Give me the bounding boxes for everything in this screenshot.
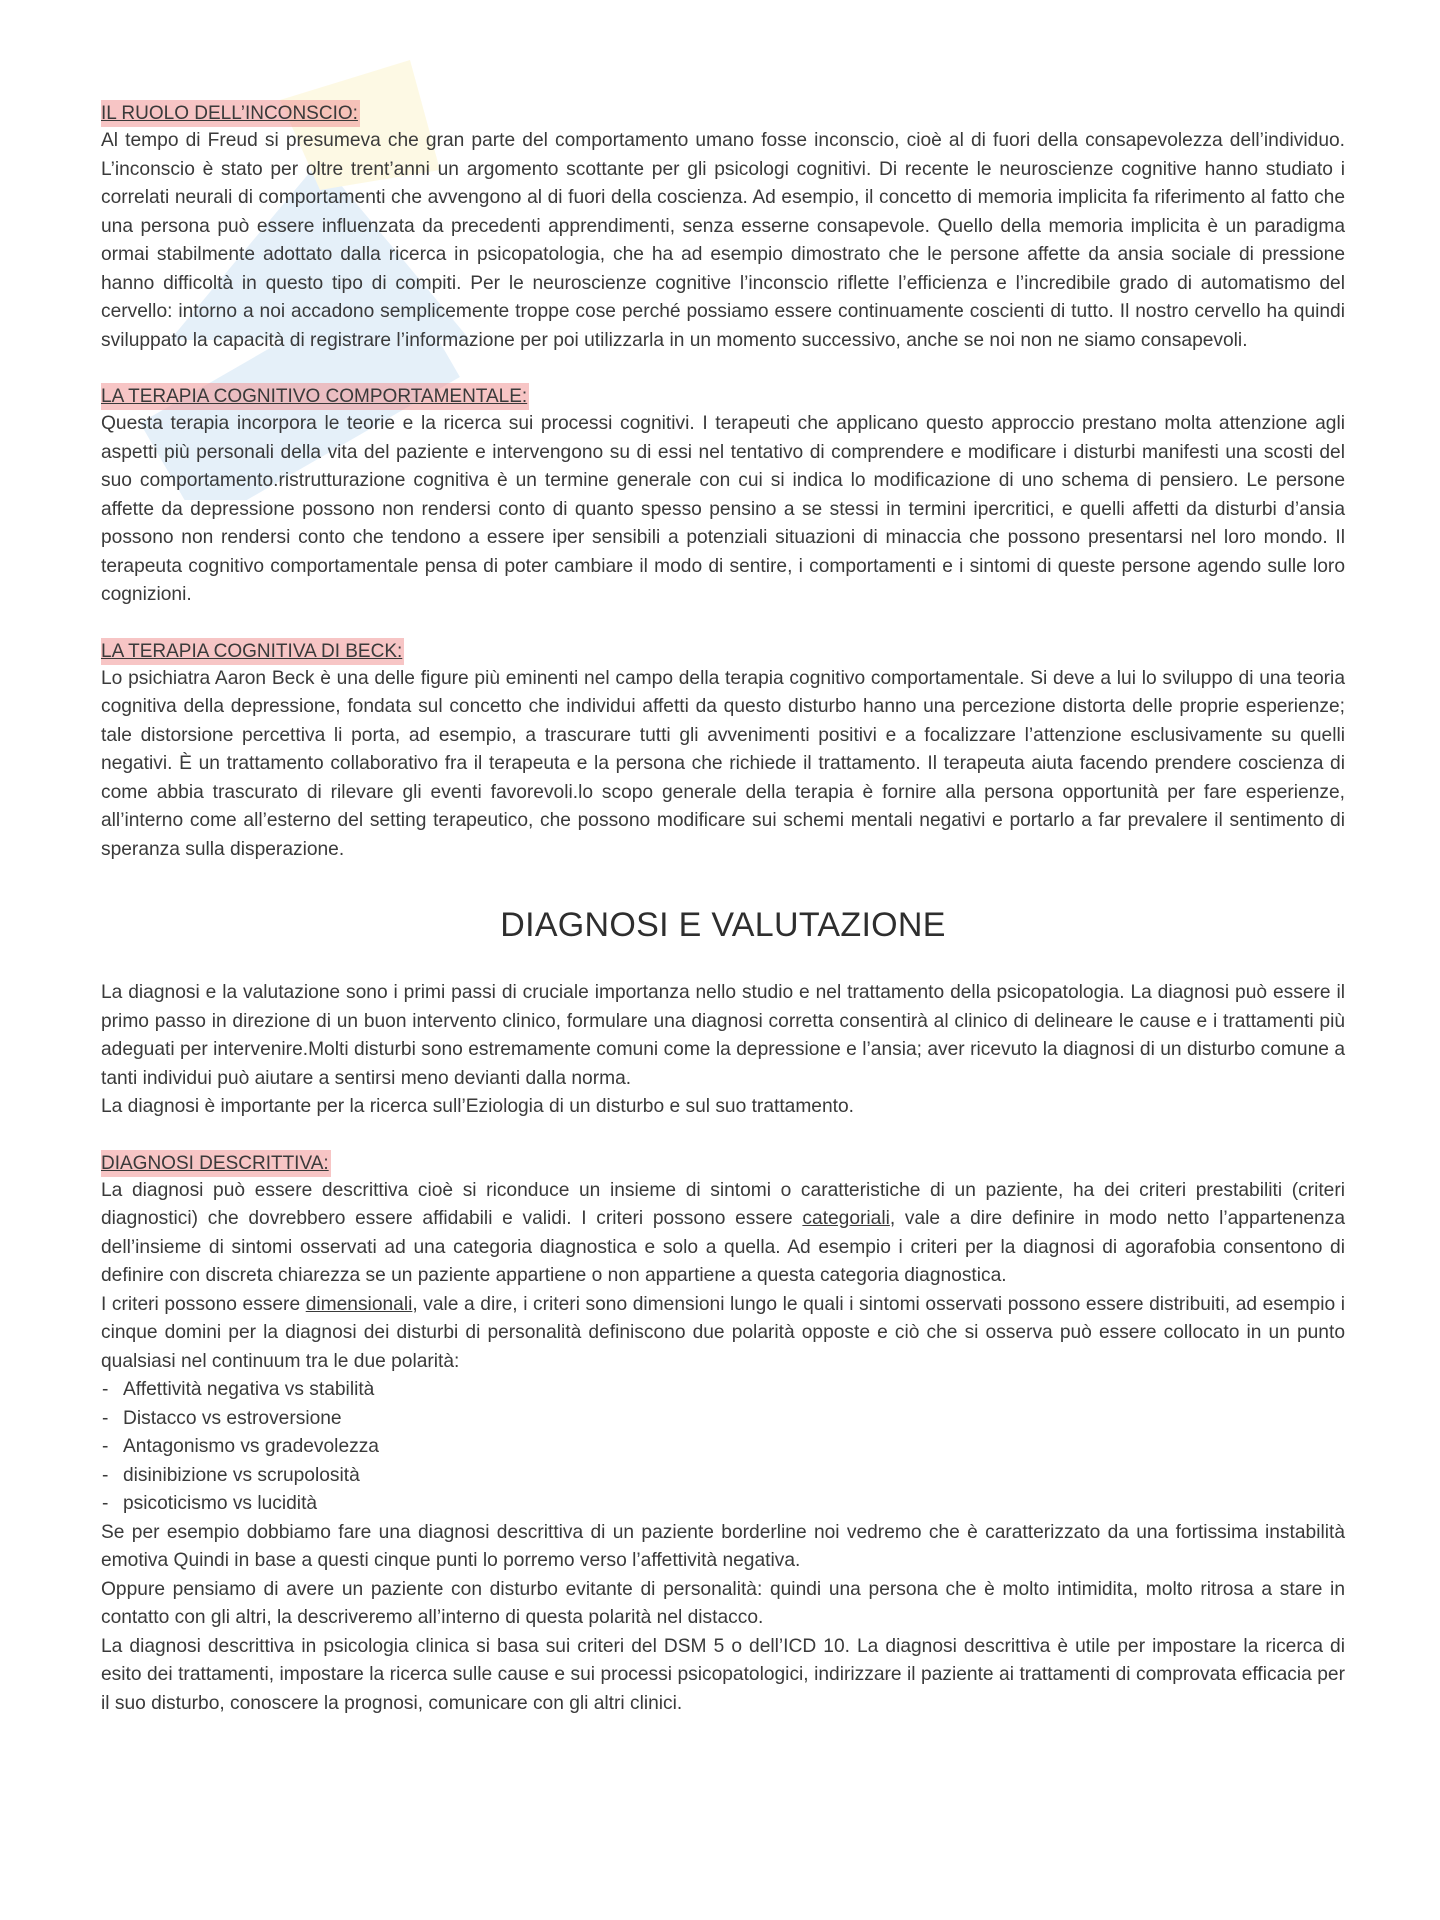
chapter-heading: DIAGNOSI E VALUTAZIONE (500, 906, 946, 944)
term-dimensionali: dimensionali (305, 1293, 413, 1315)
descrittiva-paragraph-1: La diagnosi può essere descrittiva cioè si riconduce un insieme di sintomi o caratteristiche di un paziente, ha dei criteri prestabiliti (criteri diagnostici) che dovrebbero essere affidabili e validi. I criteri possono essere categoriali, vale a dire definire in modo netto l’appartenenza dell’insieme di sintomi osservati ad una categoria diagnostica e solo a quella. Ad esempio i criteri per la diagnosi di agorafobia consentono di definire con discreta chiarezza se un paziente appartiene o non appartiene a questa categoria diagnostica. (101, 1179, 1345, 1286)
list-item: - Antagonismo vs gradevolezza (101, 1433, 1345, 1462)
descrittiva-paragraph-3: Se per esempio dobbiamo fare una diagnosi descrittiva di un paziente borderline noi vedremo che è caratterizzato da una fortissima instabilità emotiva Quindi in base a questi cinque punti lo porremo verso l’affettività negativa. (101, 1521, 1345, 1571)
list-item: - Affettività negativa vs stabilità (101, 1376, 1345, 1405)
list-item: - disinibizione vs scrupolosità (101, 1462, 1345, 1491)
term-categoriali: categoriali (802, 1208, 890, 1229)
domains-list (101, 1376, 1345, 1519)
section-title-descrittiva: DIAGNOSI DESCRITTIVA: (101, 1150, 331, 1177)
section-inconscio (101, 100, 1345, 355)
descrittiva-paragraph-5: La diagnosi descrittiva in psicologia clinica si basa sui criteri del DSM 5 o dell’ICD 10. La diagnosi descrittiva è utile per impostare la ricerca di esito dei trattamenti, impostare la ricerca sulle cause e sui processi psicopatologici, indirizzare il paziente ai trattamenti di comprovata efficacia per il suo disturbo, conoscere la prognosi, comunicare con gli altri clinici. (101, 1635, 1345, 1714)
section-text-inconscio: Al tempo di Freud si presumeva che gran parte del comportamento umano fosse inconscio, cioè al di fuori della consapevolezza dell’individuo. L’inconscio è stato per oltre trent’anni un argomento scottante per gli psicologi cognitivi. Di recente le neuroscienze cognitive hanno studiato i correlati neurali di comportamenti che avvengono al di fuori della coscienza. Ad esempio, il concetto di memoria implicita fa riferimento al fatto che una persona può essere influenzata da precedenti apprendimenti, senza esserne consapevole. Quello della memoria implicita è un paradigma ormai stabilmente adottato dalla ricerca in psicopatologia, che ha ad esempio dimostrato che le persone affette da ansia sociale di pressione hanno difficoltà in questo tipo di compiti. Per le neuroscienze cognitive l’inconscio riflette l’efficienza e l’incredibile grado di automatismo del cervello: intorno a noi accadono semplicemente troppe cose perché possiamo essere continuamente coscienti di tutto. Il nostro cervello ha quindi sviluppato la capacità di registrare l’informazione per poi utilizzarla in un momento successivo, anche se noi non ne siamo consapevoli. (101, 130, 1345, 351)
section-title-beck: LA TERAPIA COGNITIVA DI BECK: (101, 638, 404, 665)
section-terapia-cc (101, 383, 1345, 610)
document-page (101, 100, 1345, 1718)
section-diagnosi-descrittiva (101, 1150, 1345, 1719)
list-item: - Distacco vs estroversione (101, 1405, 1345, 1434)
descrittiva-paragraph-2: I criteri possono essere dimensionali, vale a dire, i criteri sono dimensioni lungo le quali i sintomi osservati possono essere distribuiti, ad esempio i cinque domini per la diagnosi dei disturbi di personalità definiscono due polarità opposte e ciò che si osserva può essere collocato in un punto qualsiasi nel continuum tra le due polarità: (101, 1293, 1345, 1372)
intro-block (101, 979, 1345, 1122)
section-text-beck: Lo psichiatra Aaron Beck è una delle figure più eminenti nel campo della terapia cognitivo comportamentale. Si deve a lui lo sviluppo di una teoria cognitiva della depressione, fondata sul concetto che individui affetti da questo disturbo hanno una percezione distorta delle proprie esperienze; tale distorsione percettiva li porta, ad esempio, a trascurare tutti gli avvenimenti positivi e a focalizzare l’attenzione esclusivamente su quelli negativi. È un trattamento collaborativo fra il terapeuta e la persona che richiede il trattamento. Il terapeuta aiuta facendo prendere coscienza di come abbia trascurato di rilevare gli eventi favorevoli.lo scopo generale della terapia è fornire alla persona opportunità per fare esperienze, all’interno come all’esterno del setting terapeutico, che possono modificare sui schemi mentali negativi e portarlo a far prevalere il sentimento di speranza sulla disperazione. (101, 667, 1345, 860)
section-beck (101, 638, 1345, 865)
section-title-inconscio: IL RUOLO DELL’INCONSCIO: (101, 100, 360, 127)
list-item: - psicoticismo vs lucidità (101, 1490, 1345, 1519)
section-title-terapia-cc: LA TERAPIA COGNITIVO COMPORTAMENTALE: (101, 383, 529, 410)
intro-paragraph: La diagnosi e la valutazione sono i primi passi di cruciale importanza nello studio e nel trattamento della psicopatologia. La diagnosi può essere il primo passo in direzione di un buon intervento clinico, formulare una diagnosi corretta consentirà al clinico di delineare le cause e i trattamenti più adeguati per intervenire.Molti disturbi sono estremamente comuni come la depressione e l’ansia; aver ricevuto la diagnosi di un disturbo comune a tanti individui può aiutare a sentirsi meno devianti dalla norma. (101, 982, 1345, 1089)
descrittiva-paragraph-4: Oppure pensiamo di avere un paziente con disturbo evitante di personalità: quindi una persona che è molto intimidita, molto ritrosa a stare in contatto con gli altri, la descriveremo all’interno di questa polarità nel distacco. (101, 1578, 1345, 1628)
section-text-terapia-cc: Questa terapia incorpora le teorie e la ricerca sui processi cognitivi. I terapeuti che applicano questo approccio prestano molta attenzione agli aspetti più personali della vita del paziente e intervengono su di essi nel tentativo di comprendere e modificare i disturbi manifesti una scosti del suo comportamento.ristrutturazione cognitiva è un termine generale con cui si indica lo modificazione di uno schema di pensiero. Le persone affette da depressione possono non rendersi conto di quanto spesso pensino a se stessi in termini ipercritici, e quelli affetti da disturbi d’ansia possono non rendersi conto che tendono a essere iper sensibili a potenziali situazioni di minaccia che possono presentarsi nel loro mondo. Il terapeuta cognitivo comportamentale pensa di poter cambiare il modo di sentire, i comportamenti e i sintomi di queste persone agendo sulle loro cognizioni. (101, 413, 1345, 605)
intro-paragraph: La diagnosi è importante per la ricerca sull’Eziologia di un disturbo e sul suo trattamento. (101, 1096, 854, 1117)
